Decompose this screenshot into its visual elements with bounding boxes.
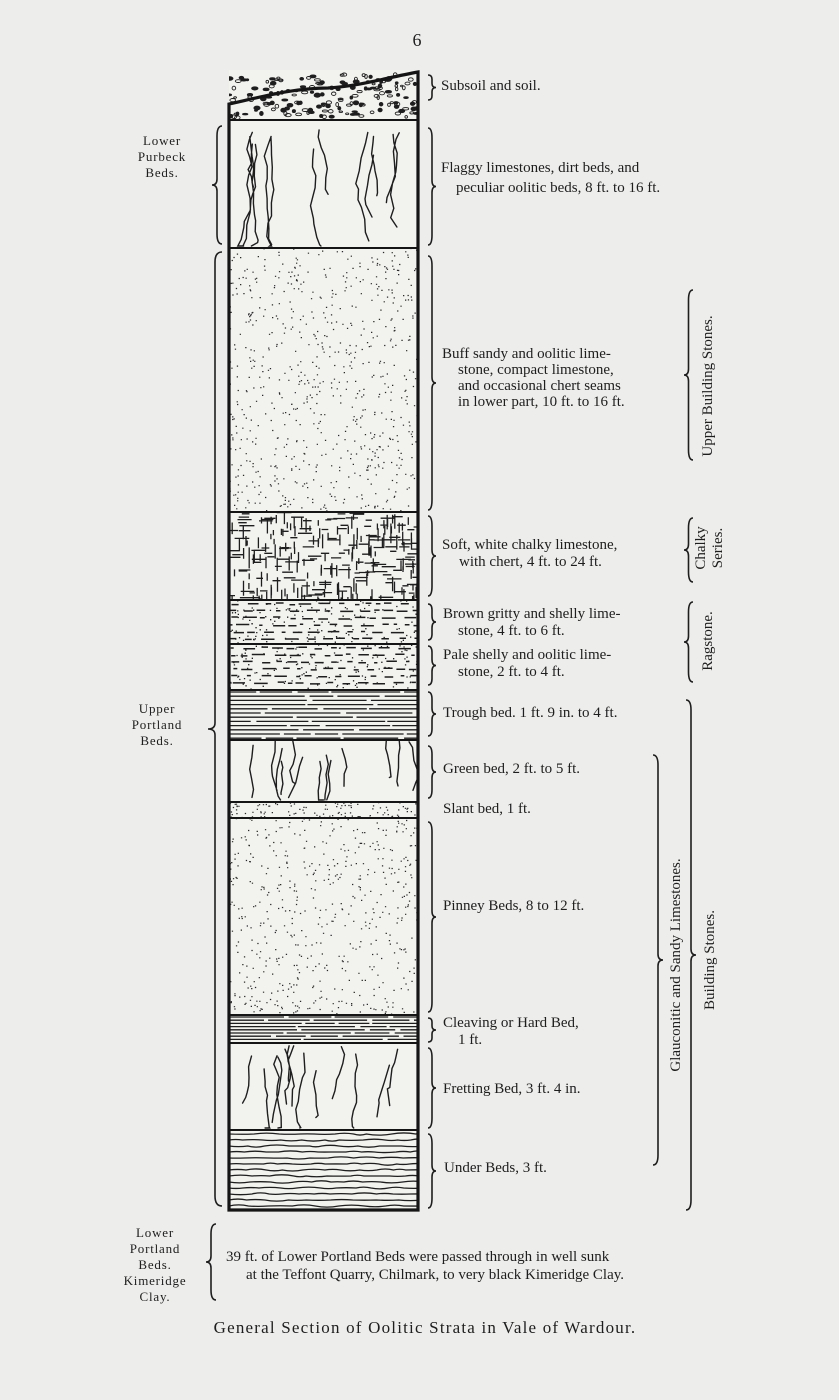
stratum-label-green: Green bed, 2 ft. to 5 ft. <box>443 761 581 777</box>
stratum-pinney <box>229 818 419 1015</box>
stratum-under <box>229 1130 439 1210</box>
group-label-glauconitic: Glauconitic and Sandy Limestones. <box>668 858 684 1072</box>
group-label-building-stones: Building Stones. <box>702 909 718 1011</box>
brace-pale <box>428 646 436 685</box>
brace-pinney <box>428 822 436 1012</box>
stratum-fretting <box>229 1043 418 1130</box>
stratum-label-trough: Trough bed. 1 ft. 9 in. to 4 ft. <box>443 705 618 721</box>
brace-green <box>428 746 436 798</box>
stratum-brown <box>229 600 423 644</box>
figure-caption: General Section of Oolitic Strata in Vale of Wardour. <box>213 1318 637 1337</box>
brace-ragstone <box>684 602 693 682</box>
brace-trough <box>428 692 436 736</box>
brace-brown <box>428 604 436 640</box>
group-label-lower-portland: Lower Portland Beds. Kimeridge Clay. <box>123 1225 187 1304</box>
stratum-label-under: Under Beds, 3 ft. <box>444 1160 547 1176</box>
stratum-label-flaggy: Flaggy limestones, dirt beds, and peculiar oolitic beds, 8 ft. to 16 ft. <box>441 160 661 196</box>
footnote: 39 ft. of Lower Portland Beds were passed through in well sunk at the Teffont Quarry, Chilmark, to very black Kimeridge Clay. <box>226 1249 625 1283</box>
brace-building-stones <box>686 700 696 1210</box>
strata-column <box>227 70 489 1210</box>
brace-under <box>428 1134 436 1208</box>
stratum-label-buff: Buff sandy and oolitic lime-stone, compact limestone, and occasional chert seams in lower part, 10 ft. to 16 ft. <box>442 346 625 410</box>
brace-flaggy <box>428 128 436 245</box>
brace-upper-portland <box>208 252 222 1206</box>
stratum-buff <box>229 248 419 512</box>
brace-upper-building-stones <box>684 290 693 460</box>
stratum-label-pale: Pale shelly and oolitic lime-stone, 2 ft. to 4 ft. <box>443 647 612 680</box>
stratum-green <box>229 740 419 802</box>
brace-lower-purbeck <box>212 126 222 244</box>
stratum-slant <box>229 802 418 818</box>
group-label-ragstone: Ragstone. <box>700 611 716 671</box>
stratum-chalky <box>229 512 430 609</box>
brace-glauconitic <box>653 755 663 1165</box>
stratum-label-cleaving: Cleaving or Hard Bed, 1 ft. <box>443 1015 579 1048</box>
group-label-upper-building-stones: Upper Building Stones. <box>700 315 716 457</box>
stratum-label-fretting: Fretting Bed, 3 ft. 4 in. <box>443 1081 581 1097</box>
stratum-label-slant: Slant bed, 1 ft. <box>443 801 531 817</box>
group-label-upper-portland: Upper Portland Beds. <box>131 701 183 748</box>
group-label-lower-purbeck: Lower Purbeck Beds. <box>137 133 187 180</box>
brace-fretting <box>428 1048 436 1128</box>
stratum-label-soil: Subsoil and soil. <box>441 78 541 94</box>
brace-chalky-series <box>684 518 693 582</box>
brace-cleaving <box>428 1018 436 1042</box>
brace-chalky <box>428 516 436 596</box>
page-number: 6 <box>412 30 422 50</box>
stratum-label-chalky: Soft, white chalky limestone, with chert, 4 ft. to 24 ft. <box>442 537 618 570</box>
stratum-pale <box>229 644 425 690</box>
group-label-chalky-series: ChalkySeries. <box>693 526 726 570</box>
stratum-label-brown: Brown gritty and shelly lime-stone, 4 ft. to 6 ft. <box>443 606 621 639</box>
stratum-flaggy <box>229 120 418 248</box>
brace-soil <box>428 75 436 100</box>
brace-lower-portland <box>206 1224 216 1300</box>
stratum-label-pinney: Pinney Beds, 8 to 12 ft. <box>443 898 585 914</box>
brace-buff <box>428 256 436 510</box>
